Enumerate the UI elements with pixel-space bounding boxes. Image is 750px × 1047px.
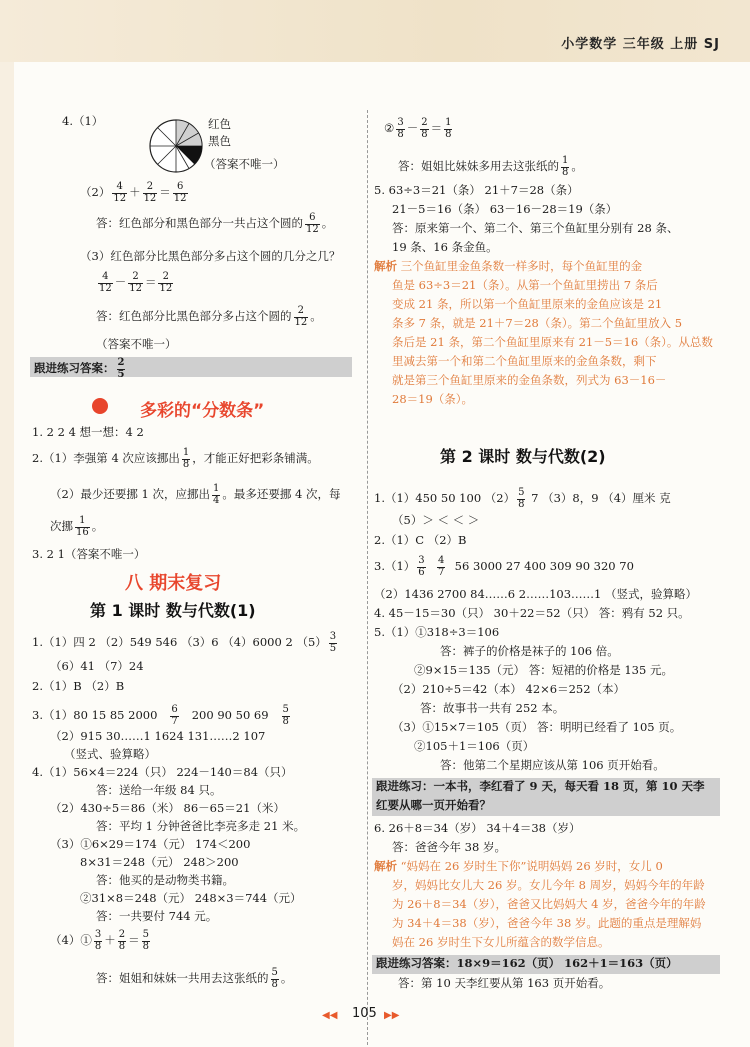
q4-2-equation: （2） $\frac{4}{12}$ ＋ $\frac{2}{12}$ ＝ $\frac{6}{12}$ bbox=[80, 181, 187, 204]
q5-analysis-4: 条多 7 条，就是 21＋7＝28（条）。第二个鱼缸里放入 5 bbox=[392, 316, 683, 330]
q5-analysis-3: 变成 21 条，所以第一个鱼缸里原来的金鱼应该是 21 bbox=[392, 297, 663, 311]
l1-q4h: ②31×8＝248（元） 248×3＝744（元） bbox=[80, 891, 302, 905]
fen-q2c: 次挪 $\frac{1}{16}$ 。 bbox=[50, 515, 104, 538]
m-q5g: ②105＋1＝106（页） bbox=[414, 739, 535, 753]
l1-q4b: 答：送给一年级 84 只。 bbox=[96, 783, 222, 797]
chapter-title: 八 期末复习 bbox=[125, 573, 222, 594]
l1-q1b: （6）41 （7）24 bbox=[50, 659, 144, 673]
pie-label-red: 红色 bbox=[208, 117, 231, 131]
q4-label: 4.（1） bbox=[62, 114, 104, 128]
l1-q3: 3.（1）80 15 85 2000 $\frac{6}{7}$ 200 90 50 69 $\frac{5}{8}$ bbox=[32, 704, 289, 727]
left-margin-strip bbox=[0, 62, 14, 1047]
l1-q3b: （2）915 30……1 1624 131……2 107 bbox=[50, 729, 266, 743]
column-divider bbox=[367, 110, 369, 1045]
m-q5d: （2）210÷5＝42（本） 42×6＝252（本） bbox=[392, 682, 626, 696]
q5-analysis-2: 鱼是 63÷3＝21（条）。从第一个鱼缸里捞出 7 条后 bbox=[392, 278, 658, 292]
follow-up-question-a: 跟进练习：一本书，李红看了 9 天，每天看 18 页，第 10 天李 bbox=[376, 779, 705, 793]
q5-analysis-7: 就是第三个鱼缸里原来的金鱼条数，列式为 63－16－ bbox=[392, 373, 667, 387]
q5-line-c: 答：原来第一个、第二个、第三个鱼缸里分别有 28 条、 bbox=[392, 221, 679, 235]
section-bullet-icon bbox=[92, 398, 108, 414]
m-q5b: 答：裤子的价格是袜子的 106 倍。 bbox=[440, 644, 619, 658]
m-q1: 1.（1）450 50 100 （2） $\frac{5}{8}$ 7 （3）8，9 （4）厘米 克 bbox=[374, 487, 671, 510]
q5-line-a: 5. 63÷3＝21（条） 21＋7＝28（条） bbox=[374, 183, 579, 197]
q5-analysis-6: 里减去第一个和第二个鱼缸里原来的金鱼条数，剩下 bbox=[392, 354, 657, 368]
pie-label-black: 黑色 bbox=[208, 134, 231, 148]
m-q6-analysis-4: 为 34＋4＝38（岁），爸爸今年 38 岁。此题的重点是理解妈 bbox=[392, 916, 702, 930]
l1-q4k: 答：姐姐和妹妹一共用去这张纸的 $\frac{5}{8}$ 。 bbox=[96, 967, 293, 990]
prev-arrow-icon: ◀◀ bbox=[322, 1010, 338, 1021]
l1-q4j: （4）① $\frac{3}{8}$ ＋ $\frac{2}{8}$ ＝ $\frac{5}{8}$ bbox=[50, 929, 149, 952]
lesson-2-title: 第 2 课时 数与代数(2) bbox=[440, 447, 606, 466]
m-q6-analysis-5: 妈在 26 岁时生下女儿所蕴含的数学信息。 bbox=[392, 935, 610, 949]
q4-3-answer: 答：红色部分比黑色部分多占这个圆的 $\frac{2}{12}$ 。 bbox=[96, 305, 322, 328]
m-q5c: ②9×15＝135（元） 答：短裙的价格是 135 元。 bbox=[414, 663, 673, 677]
l1-q4a: 4.（1）56×4＝224（只） 224－140＝84（只） bbox=[32, 765, 293, 779]
m-q5a: 5.（1）①318÷3＝106 bbox=[374, 625, 500, 639]
l1-q4g: 答：他买的是动物类书籍。 bbox=[96, 873, 234, 887]
l1-q2: 2.（1）B （2）B bbox=[32, 679, 125, 693]
l1-q4f: 8×31＝248（元） 248＞200 bbox=[80, 855, 239, 869]
q5-line-b: 21－5＝16（条） 63－16－28＝19（条） bbox=[392, 202, 618, 216]
l1-q3c: （竖式、验算略） bbox=[64, 747, 156, 761]
page-number: 105 bbox=[352, 1006, 377, 1021]
l1-q1: 1.（1）四 2 （2）549 546 （3）6 （4）6000 2 （5） $\frac{3}{5}$ bbox=[32, 631, 337, 654]
section-title-fraction-strips: 多彩的“分数条” bbox=[140, 401, 265, 421]
q5-analysis-8: 28＝19（条）。 bbox=[392, 392, 474, 406]
follow-up-answer-1: 跟进练习答案： $\frac{2}{5}$ bbox=[34, 357, 125, 380]
q4-3-question: （3）红色部分比黑色部分多占这个圆的几分之几？ bbox=[80, 249, 341, 263]
m-q6-analysis-3: 为 26＋8＝34（岁），爸爸又比妈妈大 4 岁，爸爸今年的年龄 bbox=[392, 897, 706, 911]
l1-q4i: 答：一共要付 744 元。 bbox=[96, 909, 218, 923]
pie-note: （答案不唯一） bbox=[204, 157, 285, 171]
m-q4: 4. 45－15＝30（只） 30＋22＝52（只） 答：鸦有 52 只。 bbox=[374, 606, 690, 620]
q5-analysis-1: 解析 三个鱼缸里金鱼条数一样多时，每个鱼缸里的金 bbox=[374, 259, 643, 273]
m-q5e: 答：故事书一共有 252 本。 bbox=[420, 701, 565, 715]
fen-q3: 3. 2 1（答案不唯一） bbox=[32, 547, 146, 561]
m-q6a: 6. 26＋8＝34（岁） 34＋4＝38（岁） bbox=[374, 821, 581, 835]
m-q5h: 答：他第二个星期应该从第 106 页开始看。 bbox=[440, 758, 665, 772]
page-header bbox=[0, 0, 750, 62]
m-q3b: （2）1436 2700 84……6 2……103……1 （竖式，验算略） bbox=[374, 587, 698, 601]
l1-q4d: 答：平均 1 分钟爸爸比李亮多走 21 米。 bbox=[96, 819, 306, 833]
m-q6-analysis-1: 解析 “妈妈在 26 岁时生下你”说明妈妈 26 岁时，女儿 0 bbox=[374, 859, 663, 873]
lesson-1-title: 第 1 课时 数与代数(1) bbox=[90, 601, 256, 620]
fen-q2b: （2）最少还要挪 1 次，应挪出 $\frac{1}{4}$ 。最多还要挪 4 次，每 bbox=[50, 483, 341, 506]
m-q6b: 答：爸爸今年 38 岁。 bbox=[392, 840, 506, 854]
l1-q4e: （3）①6×29＝174（元） 174＜200 bbox=[50, 837, 251, 851]
q4-2-answer: 答：红色部分和黑色部分一共占这个圆的 $\frac{6}{12}$ 。 bbox=[96, 212, 334, 235]
pie-chart bbox=[148, 118, 204, 174]
m-q5f: （3）①15×7＝105（页） 答：明明已经看了 105 页。 bbox=[392, 720, 682, 734]
q4-3-equation: $\frac{4}{12}$ － $\frac{2}{12}$ ＝ $\frac{2}{12}$ bbox=[99, 271, 173, 294]
q4-note: （答案不唯一） bbox=[96, 337, 177, 351]
l1-q4c: （2）430÷5＝86（米） 86－65＝21（米） bbox=[50, 801, 285, 815]
r-answer-2: 答：姐姐比妹妹多用去这张纸的 $\frac{1}{8}$ 。 bbox=[398, 155, 583, 178]
fen-q1: 1. 2 2 4 想一想：4 2 bbox=[32, 425, 144, 439]
q5-analysis-5: 条后是 21 条，第二个鱼缸里原来有 21－5＝16（条）。从总数 bbox=[392, 335, 713, 349]
q5-line-d: 19 条、16 条金鱼。 bbox=[392, 240, 498, 254]
m-q6-analysis-2: 岁，妈妈比女儿大 26 岁。女儿今年 8 周岁，妈妈今年的年龄 bbox=[392, 878, 705, 892]
fen-q2a: 2.（1）李强第 4 次应该挪出 $\frac{1}{8}$ ，才能正好把彩条铺满。 bbox=[32, 447, 319, 470]
m-q3: 3.（1） $\frac{3}{6}$ $\frac{4}{7}$ 56 3000 27 400 309 90 320 70 bbox=[374, 555, 634, 578]
follow-up-answer-3: 跟进练习答案：18×9＝162（页） 162＋1＝163（页） bbox=[376, 956, 678, 970]
m-q1b: （5）＞ ＜ ＜ ＞ bbox=[392, 513, 480, 527]
r-equation-2: ② $\frac{3}{8}$ － $\frac{2}{8}$ ＝ $\frac{1}{8}$ bbox=[384, 117, 452, 140]
next-arrow-icon: ▶▶ bbox=[384, 1010, 400, 1021]
follow-up-answer-3b: 答：第 10 天李红要从第 163 页开始看。 bbox=[398, 976, 611, 990]
m-q2: 2.（1）C （2）B bbox=[374, 533, 467, 547]
follow-up-question-b: 红要从哪一页开始看？ bbox=[376, 798, 491, 812]
book-title: 小学数学 三年级 上册 SJ bbox=[561, 37, 720, 52]
